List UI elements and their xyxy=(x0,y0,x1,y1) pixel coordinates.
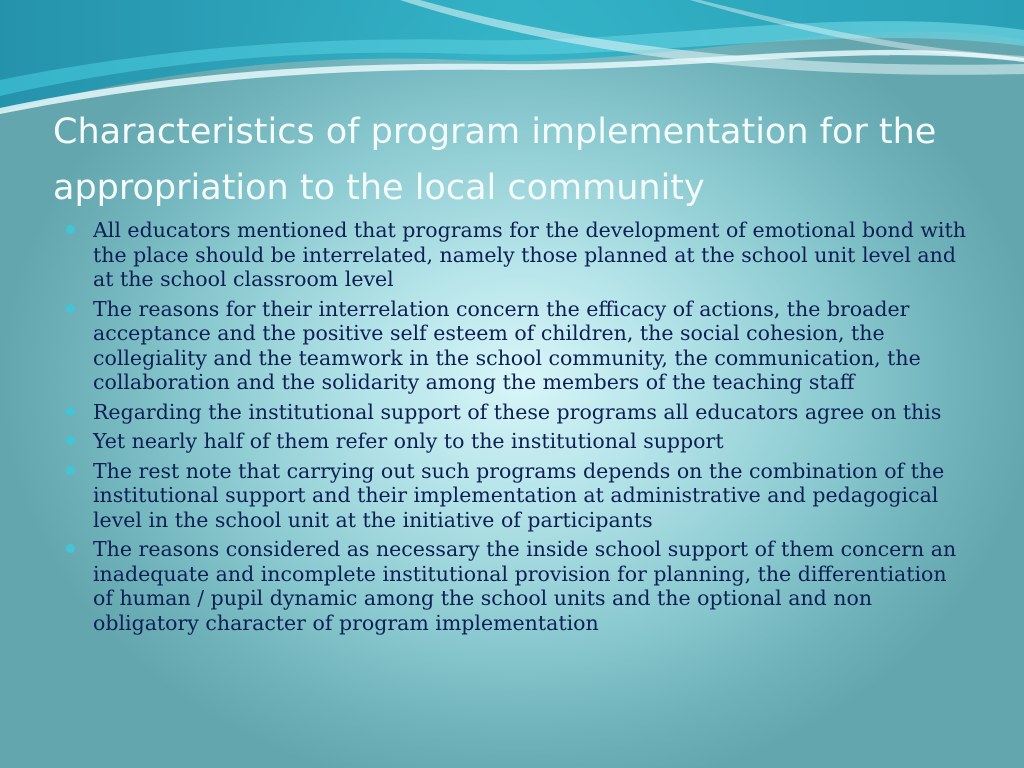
bullet-dot-icon xyxy=(66,466,75,475)
bullet-dot-icon xyxy=(66,304,75,313)
bullet-text: Regarding the institutional support of these programs all educators agree on this xyxy=(93,399,942,424)
bullet-item xyxy=(66,537,966,635)
bullet-item xyxy=(66,400,966,425)
bullet-text: All educators mentioned that programs for the development of emotional bond with the place should be interrelated, namely those planned at the school unit level and at the school classroom level xyxy=(93,218,966,291)
bullet-dot-icon xyxy=(66,407,75,416)
bullet-item xyxy=(66,297,966,395)
slide-title: Characteristics of program implementation for the appropriation to the local community xyxy=(53,112,937,208)
bullet-text: The reasons considered as necessary the inside school support of them concern an inadequate and incomplete institutional provision for planning, the differentiation of human / pupil dynamic among the school units and the optional and non obligatory character of program implementation xyxy=(93,537,957,635)
bullet-dot-icon xyxy=(66,544,75,553)
bullet-dot-icon xyxy=(66,436,75,445)
bullet-text: Yet nearly half of them refer only to the institutional support xyxy=(93,429,724,453)
bullet-dot-icon xyxy=(66,225,75,234)
bullet-item xyxy=(66,218,966,292)
bullet-item xyxy=(66,459,966,533)
bullet-text: The rest note that carrying out such programs depends on the combination of the institutional support and their implementation at administrative and pedagogical level in the school unit at the initiative of participants xyxy=(93,458,945,532)
bullet-text: The reasons for their interrelation concern the efficacy of actions, the broader acceptance and the positive self esteem of children, the social cohesion, the collegiality and the teamwork in the school community, the communication, the collaboration and the solidarity among the members of the teaching staff xyxy=(93,296,921,394)
bullet-list xyxy=(66,218,966,640)
bullet-item xyxy=(66,429,966,454)
